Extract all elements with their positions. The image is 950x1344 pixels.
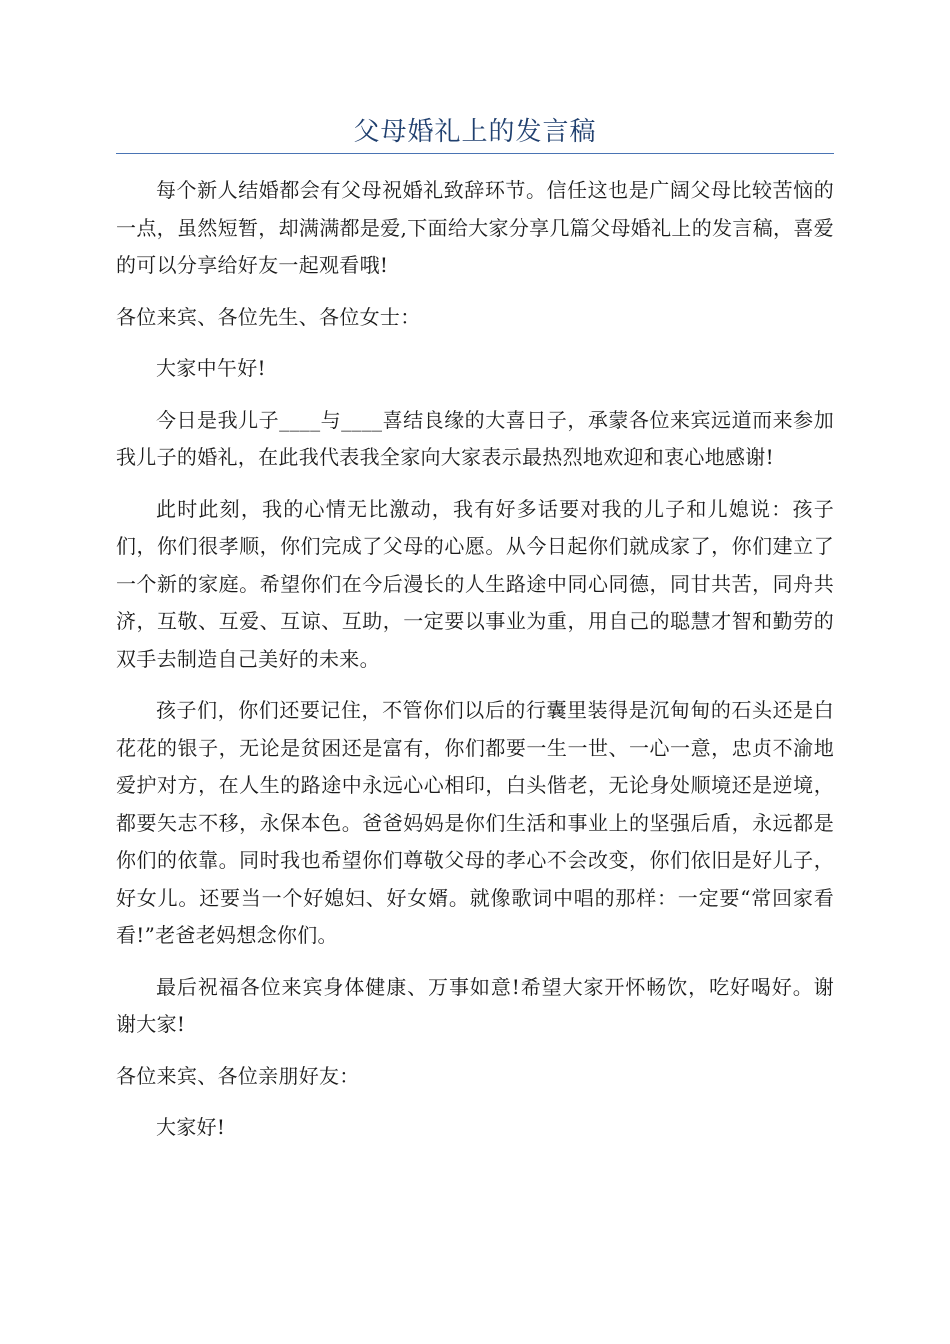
paragraph-greeting-2: 大家好! — [156, 1115, 226, 1139]
title-underline — [116, 153, 834, 154]
document-page — [116, 112, 834, 1161]
document-title: 父母婚礼上的发言稿 — [353, 117, 597, 147]
paragraph-greeting-1: 大家中午好! — [156, 356, 266, 380]
paragraph-advice: 孩子们，你们还要记住，不管你们以后的行囊里装得是沉甸甸的石头还是白花花的银子，无论是贫困还是富有，你们都要一生一世、一心一意，忠贞不渝地爱护对方，在人生的路途中永远心心相印，白头偕老，无论身处顺境还是逆境，都要矢志不移，永保本色。爸爸妈妈是你们生活和事业上的坚强后盾，永远都是你们的依靠。同时我也希望你们尊敬父母的孝心不会改变，你们依旧是好儿子，好女儿。还要当一个好媳妇、好女婿。就像歌词中唱的那样：一定要“常回家看看!”老爸老妈想念你们。 — [116, 698, 834, 947]
paragraph-salutation-2: 各位来宾、各位亲朋好友： — [116, 1063, 360, 1088]
paragraph-salutation-1: 各位来宾、各位先生、各位女士： — [116, 304, 421, 329]
paragraph-message-to-couple: 此时此刻，我的心情无比激动，我有好多话要对我的儿子和儿媳说：孩子们，你们很孝顺，你们完成了父母的心愿。从今日起你们就成家了，你们建立了一个新的家庭。希望你们在今后漫长的人生路途中同心同德，同甘共苦，同舟共济，互敬、互爱、互谅、互助，一定要以事业为重，用自己的聪慧才智和勤劳的双手去制造自己美好的未来。 — [116, 496, 834, 671]
paragraph-closing: 最后祝福各位来宾身体健康、万事如意!希望大家开怀畅饮，吃好喝好。谢谢大家! — [116, 974, 834, 1036]
paragraph-welcome: 今日是我儿子____与____喜结良缘的大喜日子，承蒙各位来宾远道而来参加我儿子的婚礼，在此我代表我全家向大家表示最热烈地欢迎和衷心地感谢! — [116, 407, 834, 469]
paragraph-intro: 每个新人结婚都会有父母祝婚礼致辞环节。信任这也是广阔父母比较苦恼的一点，虽然短暂，却满满都是爱,下面给大家分享几篇父母婚礼上的发言稿，喜爱的可以分享给好友一起观看哦! — [116, 178, 834, 277]
